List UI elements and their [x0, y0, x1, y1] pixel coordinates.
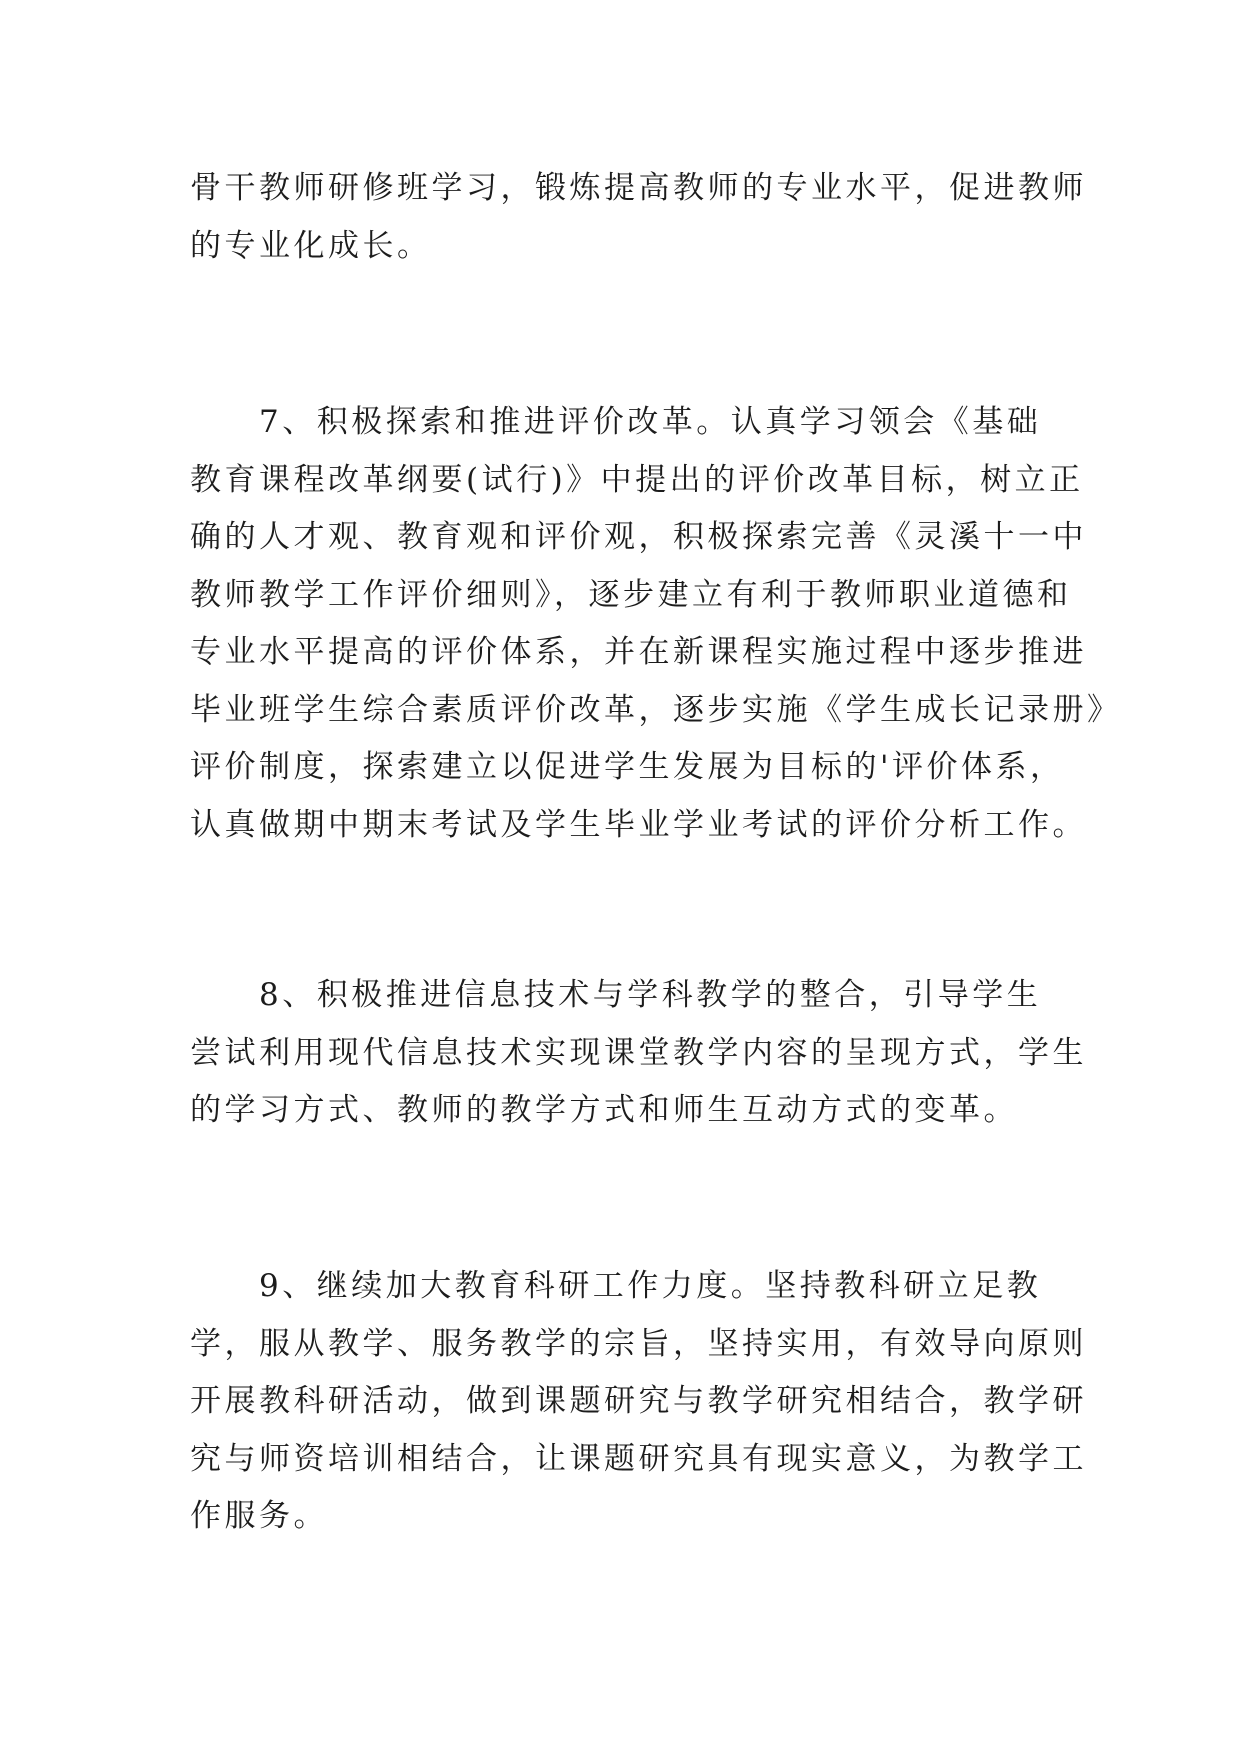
text-line: 教育课程改革纲要(试行)》中提出的评价改革目标，树立正 — [190, 461, 1084, 498]
text-line: 评价制度，探索建立以促进学生发展为目标的'评价体系， — [190, 749, 1065, 785]
text-line: 开展教科研活动，做到课题研究与教学研究相结合，教学研 — [190, 1383, 1087, 1419]
text-line: 毕业班学生综合素质评价改革，逐步实施《学生成长记录册》 — [190, 691, 1122, 728]
text-line: 专业水平提高的评价体系，并在新课程实施过程中逐步推进 — [190, 634, 1087, 670]
text-line: 究与师资培训相结合，让课题研究具有现实意义，为教学工 — [190, 1440, 1087, 1477]
text-line: 认真做期中期末考试及学生毕业学业考试的评价分析工作。 — [190, 806, 1087, 843]
text-line: 尝试利用现代信息技术实现课堂教学内容的呈现方式，学生 — [190, 1034, 1087, 1071]
paragraph-teacher-training-continued — [190, 160, 1087, 275]
paragraph-item-9-education-research — [190, 1258, 1087, 1546]
text-line: 的学习方式、教师的教学方式和师生互动方式的变革。 — [190, 1092, 1018, 1128]
text-line: 8、积极推进信息技术与学科教学的整合，引导学生 — [190, 977, 1042, 1013]
paragraph-item-8-it-integration — [190, 967, 1087, 1140]
text-line: 9、继续加大教育科研工作力度。坚持教科研立足教 — [190, 1268, 1042, 1304]
text-line: 学，服从教学、服务教学的宗旨，坚持实用，有效导向原则 — [190, 1325, 1087, 1362]
text-line: 教师教学工作评价细则》，逐步建立有利于教师职业道德和 — [190, 576, 1072, 613]
text-line: 的专业化成长。 — [190, 227, 432, 264]
text-line: 确的人才观、教育观和评价观，积极探索完善《灵溪十一中 — [190, 519, 1087, 555]
text-line: 7、积极探索和推进评价改革。认真学习领会《基础 — [190, 404, 1042, 440]
text-line: 骨干教师研修班学习，锻炼提高教师的专业水平，促进教师 — [190, 170, 1087, 206]
paragraph-item-7-evaluation-reform — [190, 394, 1122, 854]
text-line: 作服务。 — [190, 1498, 328, 1534]
